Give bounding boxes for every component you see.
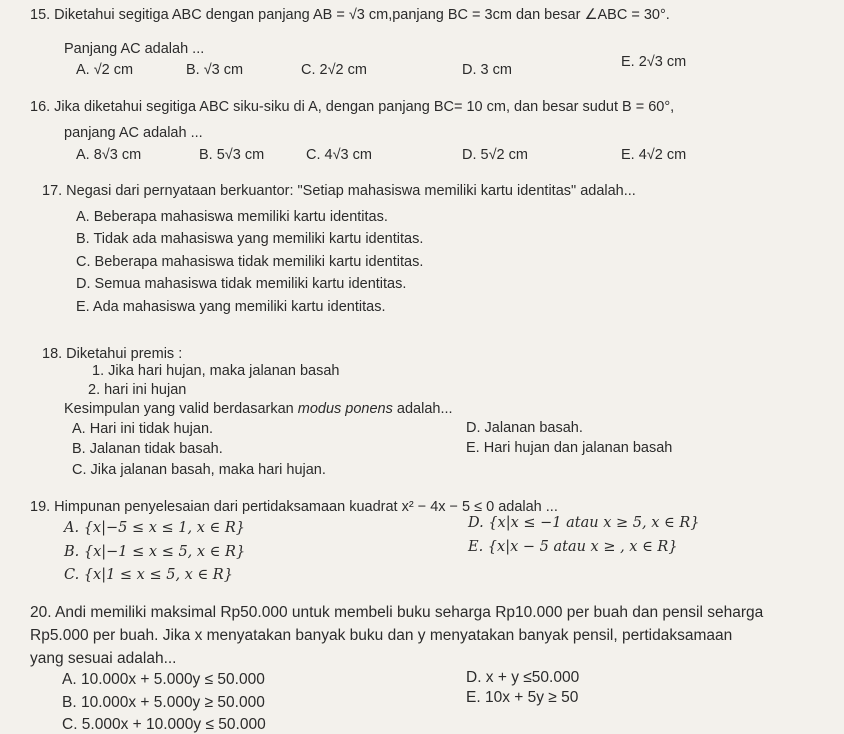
q20-option-c[interactable]: C. 5.000x + 10.000y ≤ 50.000 (62, 716, 266, 733)
q15-option-c[interactable]: C. 2√2 cm (301, 62, 367, 78)
q18-prompt (64, 400, 453, 418)
q19-option-d[interactable]: D. {x|x ≤ −1 atau x ≥ 5, x ∈ R} (468, 515, 700, 531)
q18-premise-2: 2. hari ini hujan (88, 382, 187, 398)
q18-stem: 18. Diketahui premis : (42, 346, 183, 362)
q17-option-d[interactable]: D. Semua mahasiswa tidak memiliki kartu identitas. (76, 276, 407, 292)
q20-option-b[interactable]: B. 10.000x + 5.000y ≥ 50.000 (62, 694, 265, 711)
q20-option-a[interactable]: A. 10.000x + 5.000y ≤ 50.000 (62, 671, 265, 688)
q16-option-a[interactable]: A. 8√3 cm (76, 147, 142, 163)
q16-option-b[interactable]: B. 5√3 cm (199, 147, 265, 163)
q19-option-a[interactable]: A. {x|−5 ≤ x ≤ 1, x ∈ R} (64, 520, 245, 536)
q18-option-a[interactable]: A. Hari ini tidak hujan. (72, 421, 214, 437)
q19-option-e[interactable]: E. {x|x − 5 atau x ≥ , x ∈ R} (468, 539, 678, 555)
q18-prompt-italic: modus ponens (297, 401, 393, 417)
q18-premise-1: 1. Jika hari hujan, maka jalanan basah (92, 363, 340, 379)
q20-stem-line1: 20. Andi memiliki maksimal Rp50.000 untuk membeli buku seharga Rp10.000 per buah dan pensil seharga (30, 604, 764, 621)
q15-prompt: Panjang AC adalah ... (64, 41, 205, 57)
q18-option-c[interactable]: C. Jika jalanan basah, maka hari hujan. (72, 462, 326, 478)
q19-option-b[interactable]: B. {x|−1 ≤ x ≤ 5, x ∈ R} (64, 544, 246, 560)
q18-option-d[interactable]: D. Jalanan basah. (466, 420, 583, 436)
q17-option-e[interactable]: E. Ada mahasiswa yang memiliki kartu identitas. (76, 299, 386, 315)
q15-option-b[interactable]: B. √3 cm (186, 62, 244, 78)
q15-option-a[interactable]: A. √2 cm (76, 62, 134, 78)
q15-stem: 15. Diketahui segitiga ABC dengan panjang AB = √3 cm,panjang BC = 3cm dan besar ∠ABC = 30°. (30, 7, 670, 23)
q16-stem: 16. Jika diketahui segitiga ABC siku-siku di A, dengan panjang BC= 10 cm, dan besar sudut B = 60°, (30, 99, 675, 115)
q19-option-c[interactable]: C. {x|1 ≤ x ≤ 5, x ∈ R} (64, 567, 233, 583)
q16-option-d[interactable]: D. 5√2 cm (462, 147, 528, 163)
q18-prompt-end: adalah... (392, 401, 453, 417)
q15-option-d[interactable]: D. 3 cm (462, 62, 512, 78)
q16-option-e[interactable]: E. 4√2 cm (621, 147, 687, 163)
q15-option-e[interactable]: E. 2√3 cm (621, 54, 687, 70)
q20-stem-line3: yang sesuai adalah... (30, 650, 177, 667)
q18-option-e[interactable]: E. Hari hujan dan jalanan basah (466, 440, 673, 456)
q17-option-c[interactable]: C. Beberapa mahasiswa tidak memiliki kartu identitas. (76, 254, 424, 270)
q18-prompt-start: Kesimpulan yang valid berdasarkan (64, 401, 298, 417)
q16-option-c[interactable]: C. 4√3 cm (306, 147, 372, 163)
q20-stem-line2: Rp5.000 per buah. Jika x menyatakan banyak buku dan y menyatakan banyak pensil, pertidaksamaan (30, 627, 733, 644)
q20-option-d[interactable]: D. x + y ≤50.000 (466, 669, 580, 686)
q16-prompt: panjang AC adalah ... (64, 125, 203, 141)
q19-stem: 19. Himpunan penyelesaian dari pertidaksamaan kuadrat x² − 4x − 5 ≤ 0 adalah ... (30, 499, 558, 515)
q17-stem: 17. Negasi dari pernyataan berkuantor: "Setiap mahasiswa memiliki kartu identitas" adalah... (42, 183, 636, 199)
q17-option-b[interactable]: B. Tidak ada mahasiswa yang memiliki kartu identitas. (76, 231, 424, 247)
q18-option-b[interactable]: B. Jalanan tidak basah. (72, 441, 223, 457)
q17-option-a[interactable]: A. Beberapa mahasiswa memiliki kartu identitas. (76, 209, 388, 225)
q20-option-e[interactable]: E. 10x + 5y ≥ 50 (466, 689, 579, 706)
